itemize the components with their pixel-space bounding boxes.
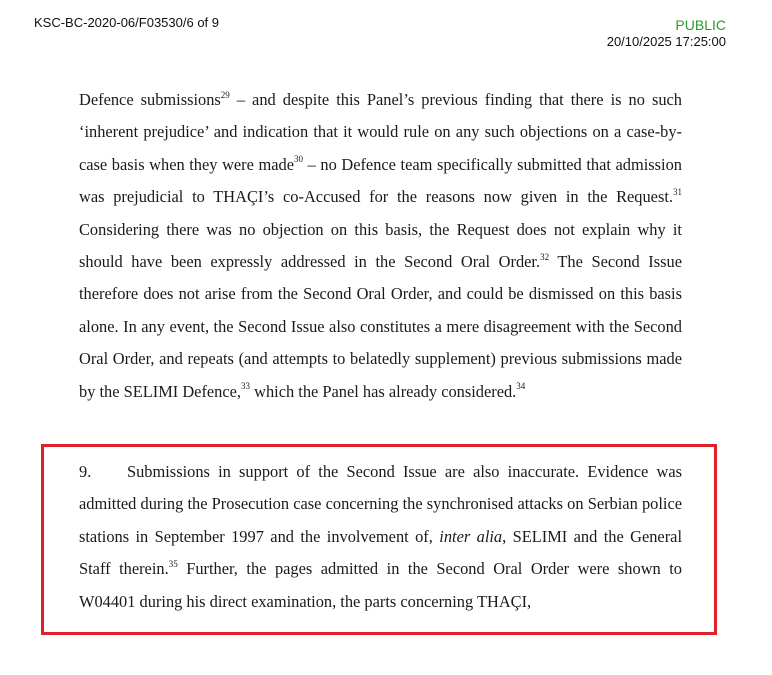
text-run: Defence submissions	[79, 90, 221, 109]
classification-label: PUBLIC	[675, 17, 726, 33]
text-run: Considering there was no objection on this basis, the Request does not explain why it should have been expressly addressed in the Second Oral Order.	[79, 219, 682, 272]
footnote-ref-32[interactable]: 32	[540, 251, 550, 262]
text-run: Submissions in support of the Second Issue are also inaccurate. Evidence was admitted during the Prosecution case concerning the synchronised attacks on Serbian police stations in September 1997 and the involvement of,	[79, 462, 682, 546]
paragraph-number: 9.	[79, 462, 92, 481]
paragraph-8-continuation	[79, 84, 682, 408]
text-run: , SELIMI and the General Staff therein.	[79, 526, 682, 579]
text-run: – and despite this Panel’s previous finding that there is no such ‘inherent prejudice’ and indication that it would rule on any such objections on a case-by-case basis when they were made	[79, 90, 683, 174]
document-reference: KSC-BC-2020-06/F03530/6 of 9	[34, 15, 219, 30]
text-run: – no Defence team specifically submitted that admission was prejudicial to THAÇI’s co-Accused for the reasons now given in the Request.	[79, 154, 682, 207]
footnote-ref-31[interactable]: 31	[673, 186, 682, 197]
footnote-ref-29[interactable]: 29	[220, 89, 230, 100]
text-run: Further, the pages admitted in the Second Oral Order were shown to W04401 during his direct examination, the parts concerning THAÇI,	[79, 559, 682, 611]
footnote-ref-30[interactable]: 30	[294, 154, 303, 165]
filing-timestamp: 20/10/2025 17:25:00	[606, 34, 726, 49]
footnote-ref-35[interactable]: 35	[168, 558, 178, 569]
text-run: which the Panel has already considered.	[250, 381, 517, 401]
footnote-ref-34[interactable]: 34	[516, 381, 526, 392]
footnote-ref-33[interactable]: 33	[241, 381, 251, 392]
text-run: The Second Issue therefore does not arise from the Second Oral Order, and could be dismissed on this basis alone. In any event, the Second Issue also constitutes a mere disagreement with the Second Oral Order, and repeats (and attempts to belatedly supplement) previous submissions made by the SELIMI Defence,	[79, 252, 682, 401]
highlight-box	[41, 444, 717, 635]
italic-term: inter alia	[439, 526, 503, 546]
